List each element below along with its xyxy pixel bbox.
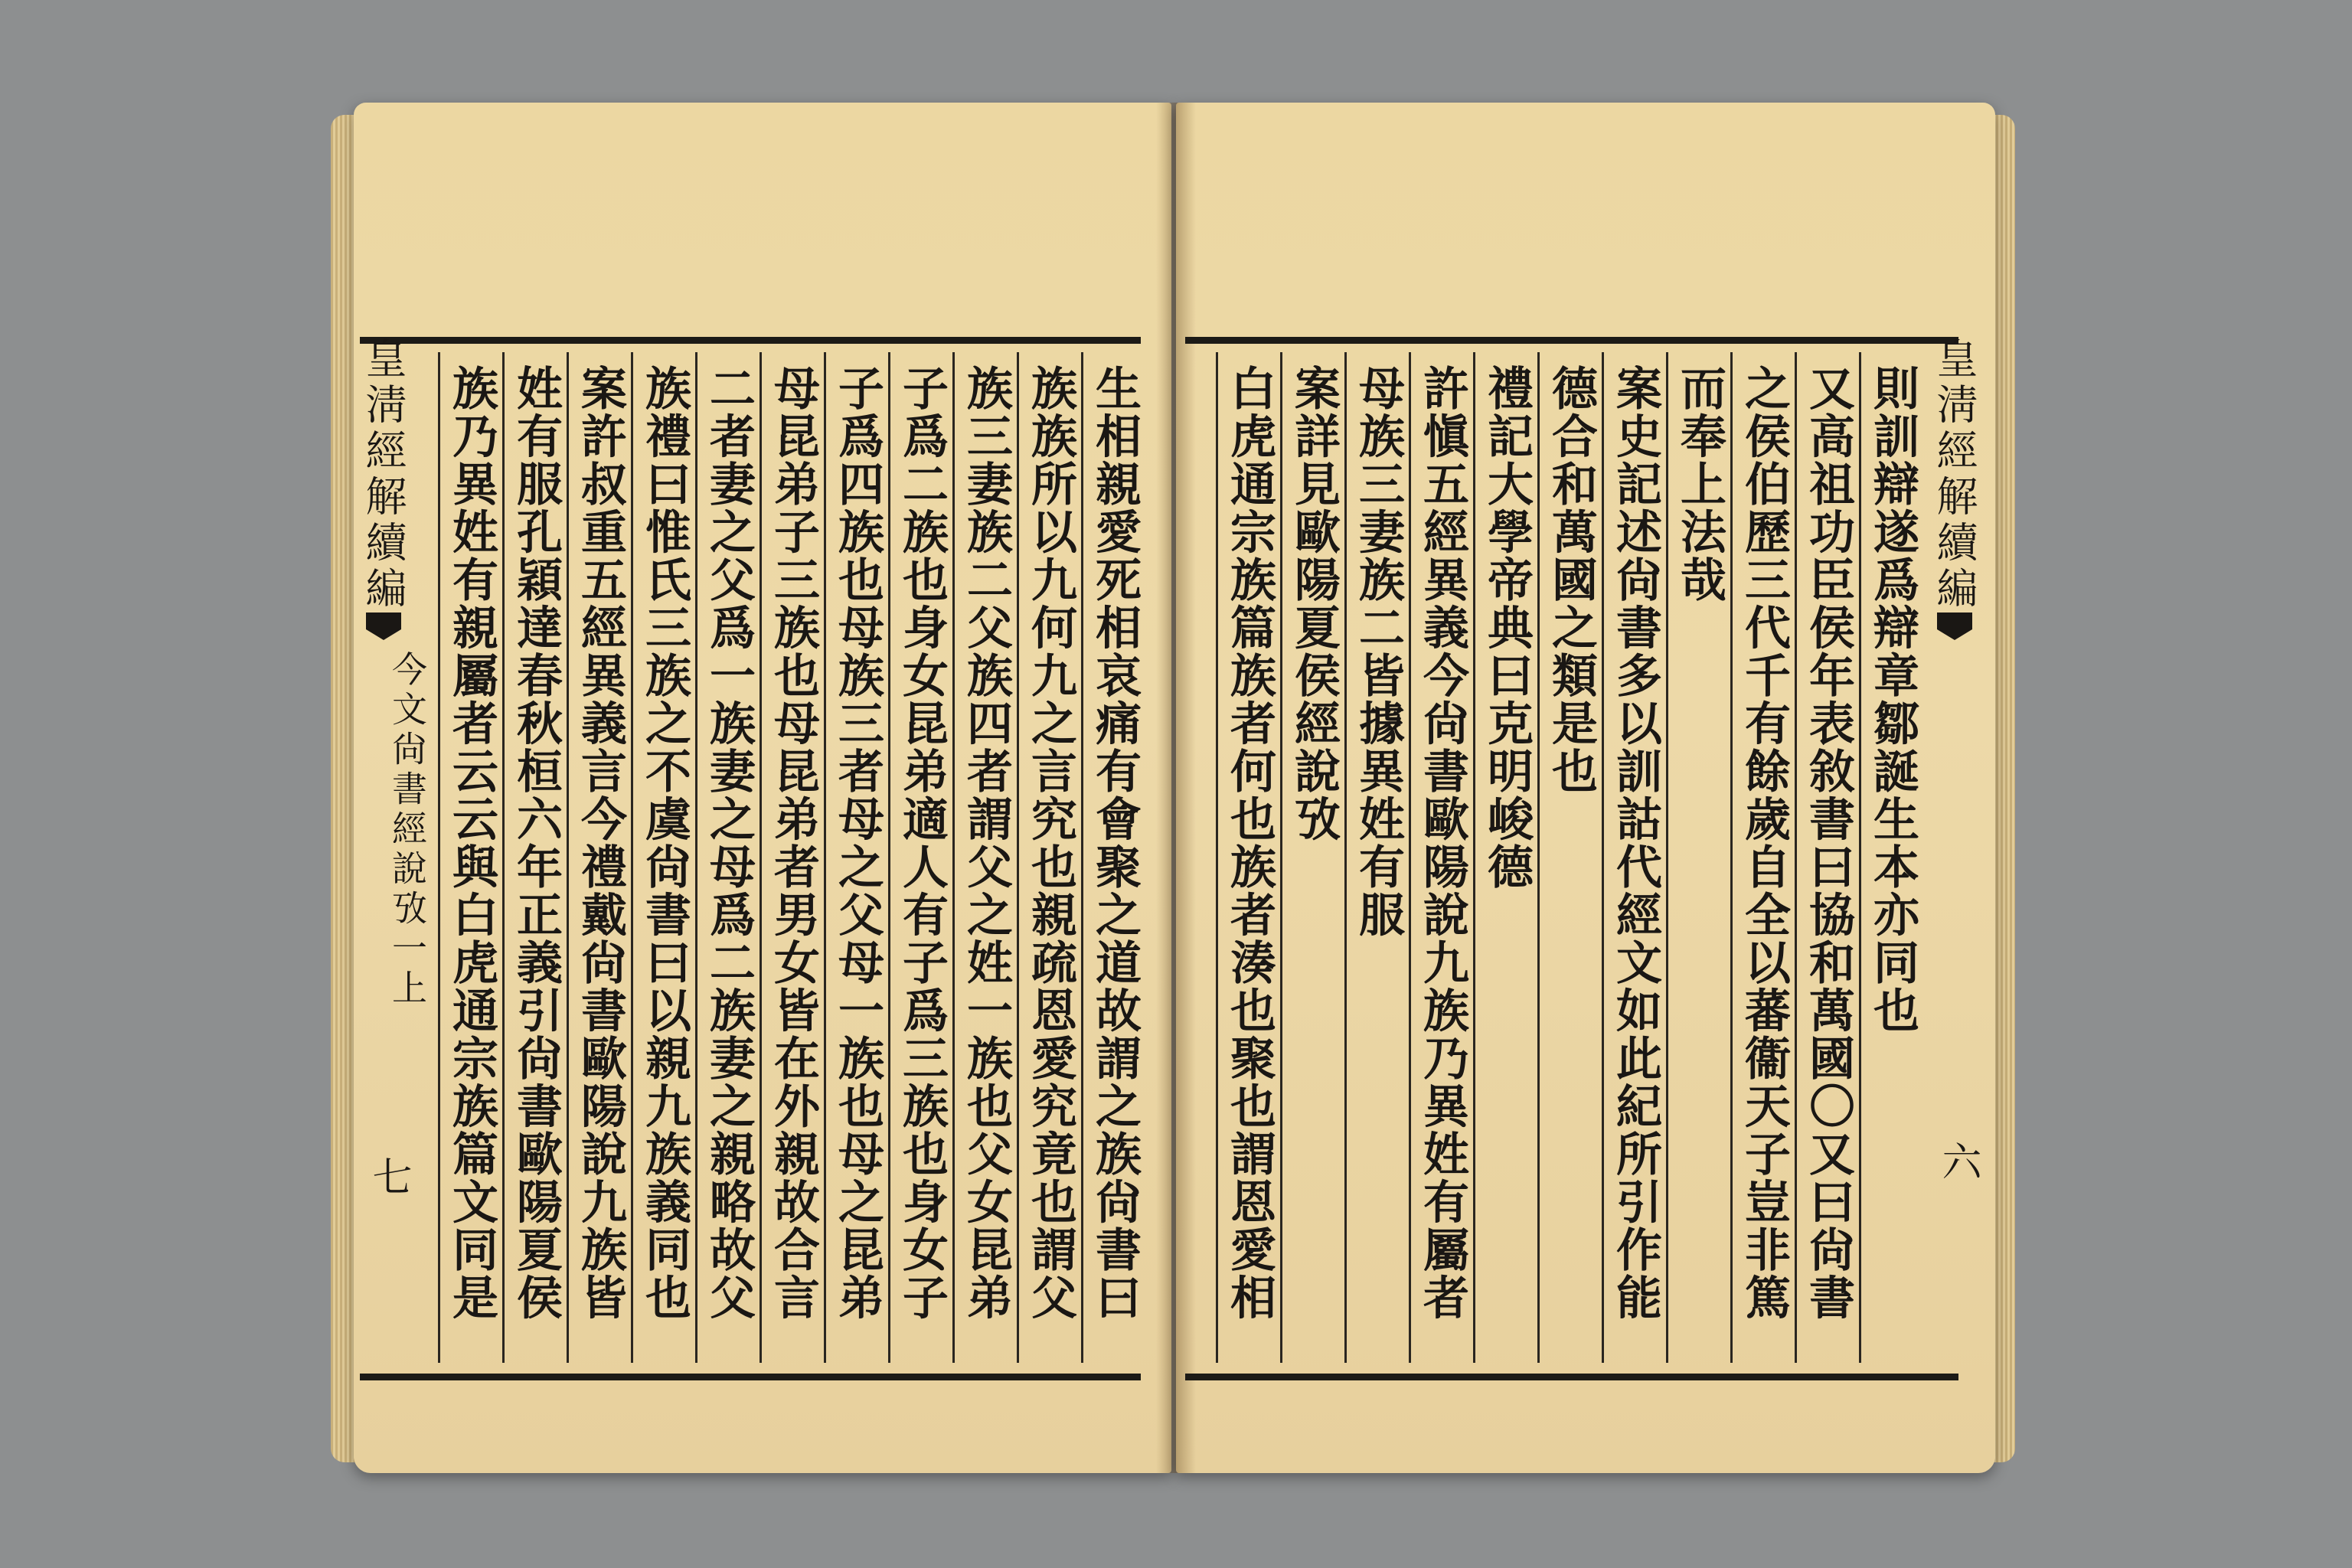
left-column-rule xyxy=(760,352,762,1363)
right-column-11: 白虎通宗族篇族者何也族者湊也聚也謂恩愛相 xyxy=(1223,364,1276,1321)
left-column-rule xyxy=(438,352,440,1363)
right-page-number: 六 xyxy=(1935,1141,1981,1181)
fishtail-mark-right xyxy=(1937,612,1972,629)
left-column-3: 族三妻族二父族四者謂父之姓一族也父女昆弟 xyxy=(959,364,1013,1321)
left-column-rule xyxy=(631,352,633,1363)
right-column-rule xyxy=(1602,352,1604,1363)
left-center-subtitle: 今文尙書經說攷一上 xyxy=(387,651,428,1009)
right-center-title: 皇淸經解續編 xyxy=(1930,337,1978,612)
right-column-rule xyxy=(1409,352,1411,1363)
left-page-number: 七 xyxy=(365,1156,411,1196)
left-column-rule xyxy=(695,352,697,1363)
right-column-3: 之侯伯歷三代千有餘歲自全以蕃衞天子豈非篤 xyxy=(1737,364,1791,1321)
left-column-rule xyxy=(952,352,955,1363)
left-column-rule xyxy=(1017,352,1019,1363)
right-column-9: 母族三妻族二皆據異姓有服 xyxy=(1351,364,1405,939)
left-column-6: 母昆弟子三族也母昆弟者男女皆在外親故合言 xyxy=(766,364,820,1321)
left-column-5: 子爲四族也母族三者母之父母一族也母之昆弟 xyxy=(831,364,884,1321)
left-column-4: 子爲二族也身女昆弟適人有子爲三族也身女子 xyxy=(895,364,949,1321)
right-column-rule xyxy=(1280,352,1282,1363)
right-column-8: 許愼五經異義今尙書歐陽說九族乃異姓有屬者 xyxy=(1416,364,1469,1321)
fishtail-mark-left xyxy=(366,612,401,629)
right-column-rule xyxy=(1344,352,1347,1363)
right-column-6: 德合和萬國之類是也 xyxy=(1544,364,1598,795)
right-column-5: 案史記述尙書多以訓詁代經文如此紀所引作能 xyxy=(1609,364,1662,1321)
right-column-10: 案詳見歐陽夏侯經說攷 xyxy=(1287,364,1341,843)
right-column-rule xyxy=(1666,352,1668,1363)
right-column-rule xyxy=(1730,352,1733,1363)
left-center-title: 皇淸經解續編 xyxy=(359,337,407,612)
left-column-9: 案許叔重五經異義言今禮戴尙書歐陽說九族皆 xyxy=(573,364,627,1321)
right-column-rule xyxy=(1859,352,1861,1363)
left-column-rule xyxy=(888,352,890,1363)
left-column-8: 族禮曰惟氏三族之不虞尙書曰以親九族義同也 xyxy=(638,364,691,1321)
right-column-rule xyxy=(1795,352,1797,1363)
right-column-rule xyxy=(1473,352,1475,1363)
right-column-rule xyxy=(1216,352,1218,1363)
left-column-rule xyxy=(1081,352,1083,1363)
right-column-2: 又高祖功臣侯年表敘書曰協和萬國〇又曰尙書 xyxy=(1802,364,1855,1321)
left-column-rule xyxy=(502,352,505,1363)
left-column-rule xyxy=(824,352,826,1363)
right-column-7: 禮記大學帝典曰克明峻德 xyxy=(1480,364,1534,891)
left-column-10: 姓有服孔穎達春秋桓六年正義引尙書歐陽夏侯 xyxy=(509,364,563,1321)
right-column-1: 則訓辯遂爲辯章鄒誕生本亦同也 xyxy=(1866,364,1919,1034)
left-column-7: 二者妻之父爲一族妻之母爲二族妻之親略故父 xyxy=(702,364,756,1321)
left-column-1: 生相親愛死相哀痛有會聚之道故謂之族尙書曰 xyxy=(1088,364,1142,1321)
left-column-rule xyxy=(567,352,569,1363)
right-column-rule xyxy=(1537,352,1540,1363)
left-column-2: 族族所以九何九之言究也親疏恩愛究竟也謂父 xyxy=(1024,364,1077,1321)
right-column-4: 而奉上法哉 xyxy=(1673,364,1726,604)
left-column-11: 族乃異姓有親屬者云云與白虎通宗族篇文同是 xyxy=(445,364,498,1321)
